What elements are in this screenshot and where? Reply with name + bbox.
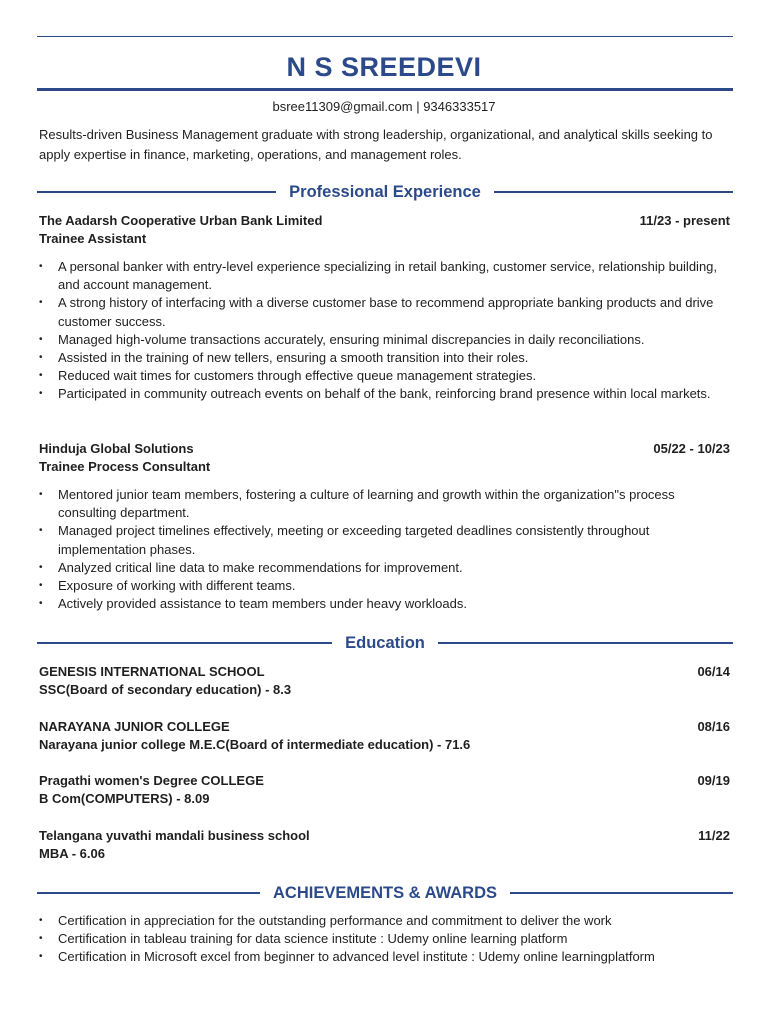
job-dates: 05/22 - 10/23 bbox=[653, 441, 730, 456]
bullet-icon: • bbox=[39, 489, 43, 500]
section-rule-right bbox=[510, 892, 733, 894]
name-divider bbox=[37, 88, 733, 91]
education-detail: SSC(Board of secondary education) - 8.3 bbox=[39, 682, 292, 698]
education-entry bbox=[39, 827, 730, 863]
summary: Results-driven Business Management graduate with strong leadership, organizational, and analytical skills seeking to apply expertise in finance, marketing, operations, and management roles. bbox=[39, 127, 713, 162]
bullet-icon: • bbox=[39, 580, 43, 592]
education-section-header bbox=[37, 633, 733, 653]
bullet-icon: • bbox=[39, 951, 43, 963]
bullet-icon: • bbox=[39, 370, 43, 382]
education-entry bbox=[39, 718, 730, 754]
bullet-icon: • bbox=[39, 915, 43, 926]
section-rule-left bbox=[37, 191, 276, 193]
education-entry bbox=[39, 772, 730, 808]
school-name: Telangana yuvathi mandali business school bbox=[39, 828, 310, 843]
bullet-icon: • bbox=[39, 352, 43, 364]
job-bullets bbox=[39, 258, 732, 404]
list-item: • Managed high-volume transactions accurately, ensuring minimal discrepancies in daily reconciliations. bbox=[39, 331, 732, 349]
list-item: • Assisted in the training of new tellers, ensuring a smooth transition into their roles. bbox=[39, 349, 732, 367]
education-date: 06/14 bbox=[697, 664, 730, 679]
experience-section-title: Professional Experience bbox=[289, 182, 481, 201]
bullet-icon: • bbox=[39, 598, 43, 610]
list-item: • Participated in community outreach events on behalf of the bank, reinforcing brand presence within local markets. bbox=[39, 385, 732, 403]
candidate-name: N S SREEDEVI bbox=[286, 52, 482, 82]
bullet-icon: • bbox=[39, 333, 43, 345]
education-date: 11/22 bbox=[698, 828, 730, 843]
education-date: 08/16 bbox=[697, 719, 730, 734]
achievement-bullets bbox=[39, 912, 732, 967]
section-rule-left bbox=[37, 642, 332, 644]
section-rule-left bbox=[37, 892, 260, 894]
list-item: • Certification in tableau training for data science institute : Udemy online learning platform bbox=[39, 930, 732, 948]
education-detail: MBA - 6.06 bbox=[39, 846, 105, 862]
bullet-icon: • bbox=[39, 933, 43, 945]
list-item: • Certification in Microsoft excel from beginner to advanced level institute : Udemy online learningplatform bbox=[39, 948, 732, 966]
bullet-icon: • bbox=[39, 297, 43, 309]
school-name: NARAYANA JUNIOR COLLEGE bbox=[39, 719, 230, 734]
school-name: GENESIS INTERNATIONAL SCHOOL bbox=[39, 664, 265, 679]
school-name: Pragathi women's Degree COLLEGE bbox=[39, 773, 264, 788]
list-item: • Exposure of working with different teams. bbox=[39, 577, 732, 595]
achievements-section-header bbox=[37, 883, 733, 903]
job-role: Trainee Process Consultant bbox=[39, 459, 211, 474]
job-header bbox=[39, 212, 730, 248]
list-item: • Certification in appreciation for the outstanding performance and commitment to deliver the work bbox=[39, 912, 732, 930]
section-rule-right bbox=[494, 191, 733, 193]
job-company: The Aadarsh Cooperative Urban Bank Limited bbox=[39, 213, 323, 228]
contact-info: bsree11309@gmail.com | 9346333517 bbox=[272, 99, 496, 114]
bullet-icon: • bbox=[39, 388, 43, 400]
list-item: • Managed project timelines effectively, meeting or exceeding targeted deadlines consistently throughout implementation phases. bbox=[39, 523, 650, 557]
top-divider bbox=[37, 36, 733, 37]
list-item: • Mentored junior team members, fostering a culture of learning and growth within the organization"s process consulting department. bbox=[39, 487, 675, 521]
achievements-section-title: ACHIEVEMENTS & AWARDS bbox=[273, 883, 497, 902]
job-company: Hinduja Global Solutions bbox=[39, 441, 194, 456]
education-entry bbox=[39, 663, 730, 699]
job-header bbox=[39, 440, 730, 476]
section-rule-right bbox=[438, 642, 733, 644]
experience-section-header bbox=[37, 182, 733, 202]
list-item: • A strong history of interfacing with a diverse customer base to recommend appropriate banking products and drive customer success. bbox=[39, 295, 714, 329]
list-item: • Actively provided assistance to team members under heavy workloads. bbox=[39, 595, 732, 613]
list-item: • Analyzed critical line data to make recommendations for improvement. bbox=[39, 559, 732, 577]
education-detail: B Com(COMPUTERS) - 8.09 bbox=[39, 791, 210, 807]
list-item: • A personal banker with entry-level experience specializing in retail banking, customer service, relationship building, and account management. bbox=[39, 259, 718, 293]
job-role: Trainee Assistant bbox=[39, 231, 147, 246]
education-date: 09/19 bbox=[697, 773, 730, 788]
job-bullets bbox=[39, 486, 732, 613]
bullet-icon: • bbox=[39, 525, 43, 537]
education-section-title: Education bbox=[345, 633, 425, 652]
bullet-icon: • bbox=[39, 561, 43, 573]
bullet-icon: • bbox=[39, 261, 43, 272]
education-detail: Narayana junior college M.E.C(Board of intermediate education) - 71.6 bbox=[39, 737, 471, 753]
list-item: • Reduced wait times for customers through effective queue management strategies. bbox=[39, 367, 732, 385]
job-dates: 11/23 - present bbox=[639, 213, 730, 228]
